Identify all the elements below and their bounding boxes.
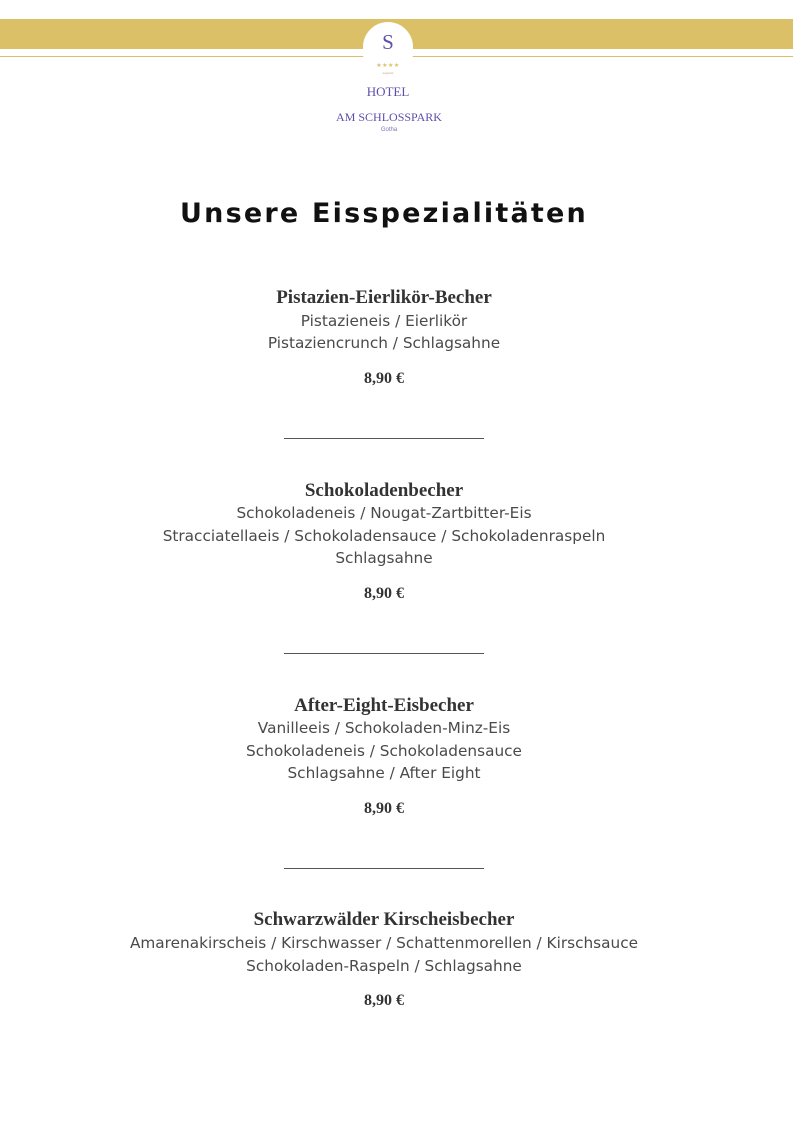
logo-city: Gotha bbox=[380, 127, 398, 133]
menu-item-name: Schwarzwälder Kirscheisbecher bbox=[253, 909, 515, 930]
logo-hotel: HOTEL bbox=[366, 84, 410, 99]
menu-item-description: Schokoladeneis / Nougat-Zartbitter-Eis bbox=[236, 504, 532, 522]
menu-item-description: Schokoladeneis / Schokoladensauce bbox=[246, 742, 522, 760]
page-title: Unsere Eisspezialitäten bbox=[180, 198, 588, 229]
menu-item-description: Pistaziencrunch / Schlagsahne bbox=[267, 334, 501, 352]
menu-item-description: Vanilleeis / Schokoladen-Minz-Eis bbox=[257, 719, 511, 737]
menu-item-description: Schlagsahne / After Eight bbox=[287, 764, 481, 782]
menu-item-description: Schokoladen-Raspeln / Schlagsahne bbox=[246, 957, 522, 975]
menu-item-name: After-Eight-Eisbecher bbox=[294, 695, 474, 716]
menu-item-description: Stracciatellaeis / Schokoladensauce / Schokoladenraspeln bbox=[162, 527, 606, 545]
menu-item-name: Pistazien-Eierlikör-Becher bbox=[276, 287, 492, 308]
menu-item-name: Schokoladenbecher bbox=[304, 480, 464, 501]
section-divider bbox=[284, 653, 484, 654]
menu-item-price: 8,90 € bbox=[364, 992, 404, 1009]
menu-item-price: 8,90 € bbox=[364, 585, 404, 602]
section-divider bbox=[284, 868, 484, 869]
menu-item-price: 8,90 € bbox=[364, 370, 404, 387]
menu-item-price: 8,90 € bbox=[364, 800, 404, 817]
logo-tagline: superior bbox=[382, 71, 394, 75]
menu-item-description: Amarenakirscheis / Kirschwasser / Schattenmorellen / Kirschsauce bbox=[129, 934, 639, 952]
menu-item-description: Pistazieneis / Eierlikör bbox=[300, 312, 468, 330]
logo-stars-icon: ★★★★ bbox=[376, 63, 400, 69]
logo-hotel-name: AM SCHLOSSPARK bbox=[336, 110, 442, 124]
logo-letter: S bbox=[382, 30, 394, 54]
section-divider bbox=[284, 438, 484, 439]
menu-item-description: Schlagsahne bbox=[335, 549, 433, 567]
